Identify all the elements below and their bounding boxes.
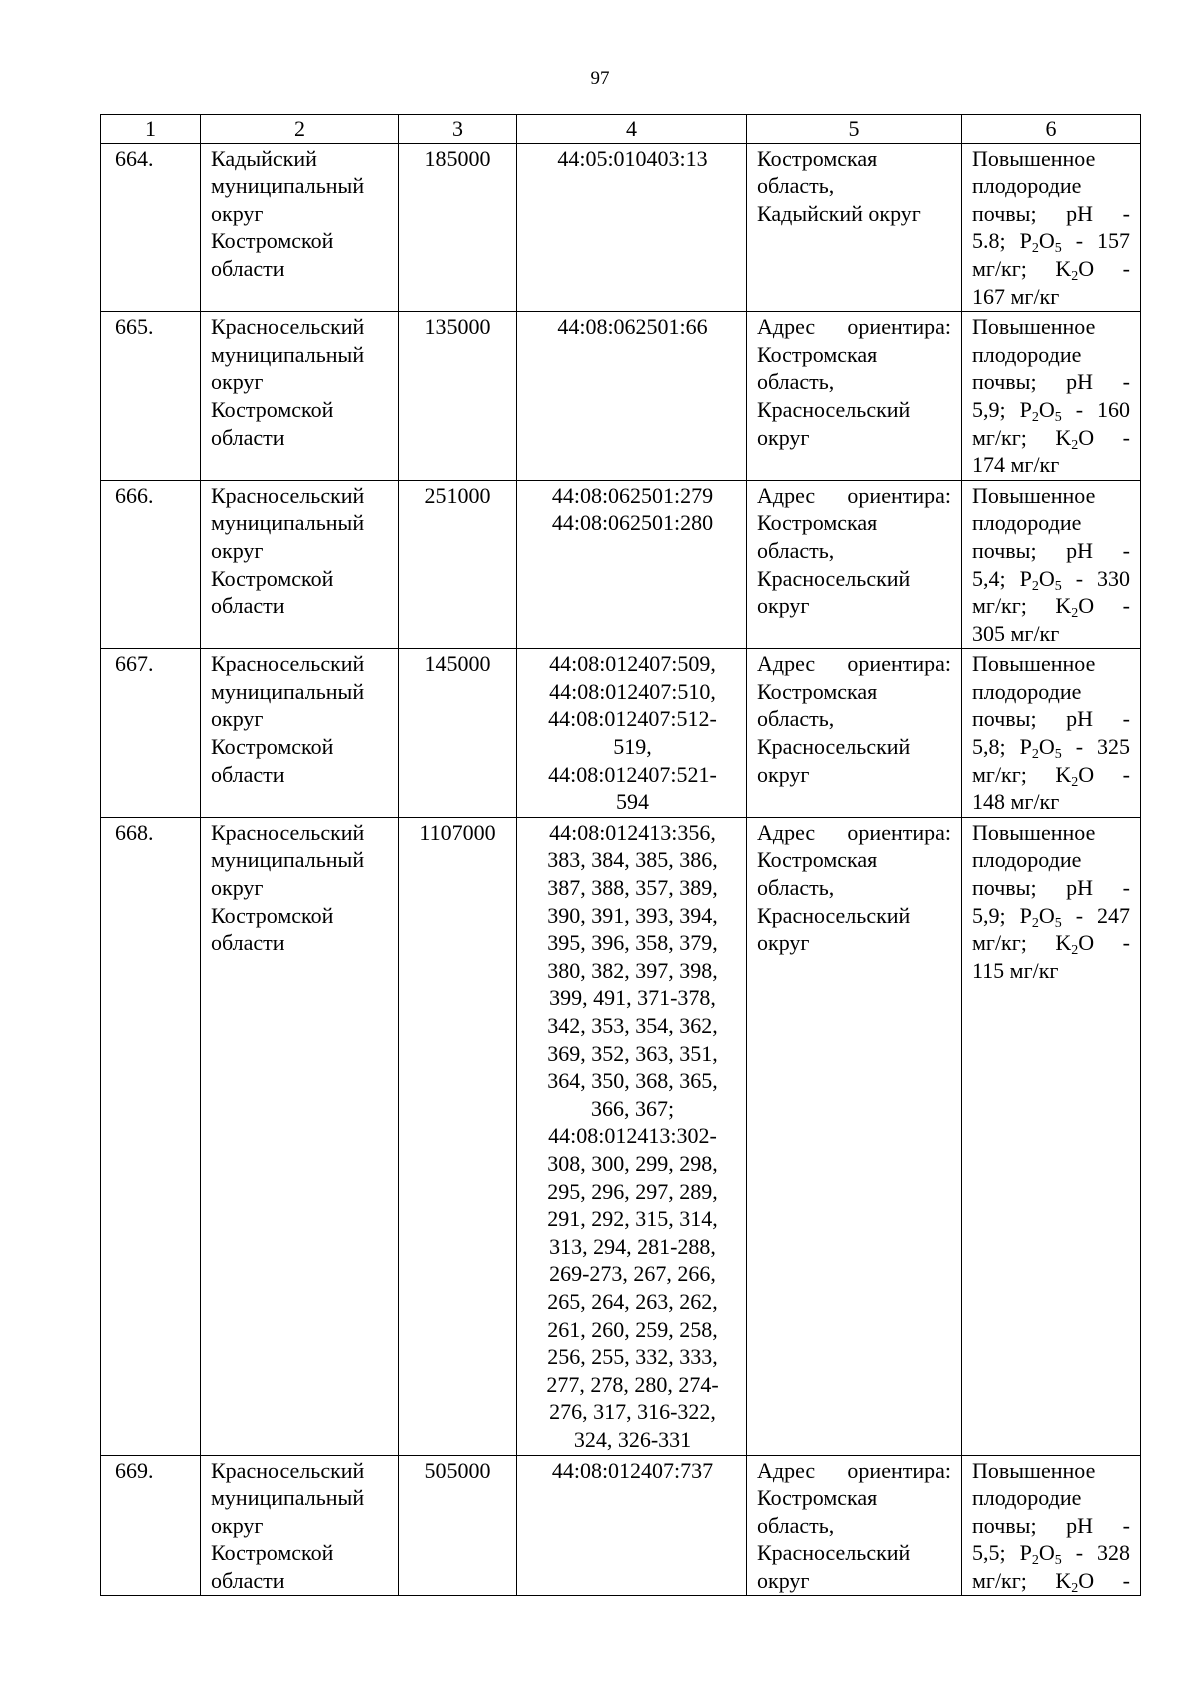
unit: мг/кг; [972,930,1027,956]
table-row [101,1455,1141,1596]
note-line: Повышенное [972,314,1096,340]
note-line [972,396,1130,424]
column-number: 4 [517,115,747,144]
ph-value: 5,9; [972,396,1006,422]
unit: мг/кг; [972,1567,1027,1593]
dash: - [1122,255,1130,281]
cadastral-line: 44:08:012413:302- [548,1123,717,1149]
table-row [101,480,1141,649]
dash: - [1122,706,1130,732]
area-cell: 135000 [399,312,517,481]
formula-sub: 5 [1054,409,1062,425]
formula-sub: 5 [1054,915,1062,931]
municipality-line: округ [211,875,264,901]
address-cell [747,817,962,1455]
cadastral-line: 44:08:062501:279 [551,482,714,508]
table-row [101,649,1141,818]
area-cell: 145000 [399,649,517,818]
address-cell [747,143,962,312]
formula-part: O [1038,902,1055,928]
address-line: Адрес ориентира: [757,482,951,508]
dash: - [1122,1512,1130,1538]
address-line: Кадыйский округ [757,200,921,226]
p2o5-value: 325 [1097,734,1130,760]
area-cell: 505000 [399,1455,517,1596]
cadastral-line: 324, 326-331 [573,1426,692,1452]
municipality-line: области [211,593,285,619]
formula-part: O [1038,1540,1055,1566]
formula-part: O [1078,255,1095,281]
formula-part: O [1078,593,1095,619]
municipality-line: области [211,424,285,450]
formula-sub: 5 [1054,747,1062,763]
note-text: почвы; [972,706,1037,732]
k2o-formula [1055,761,1095,790]
municipality-line: округ [211,706,264,732]
p2o5-formula [1019,734,1062,763]
ph-label: pH [1066,1512,1094,1538]
note-line [972,761,1130,789]
address-line: Адрес ориентира: [757,1457,951,1483]
cadastral-line: 276, 317, 316-322, [549,1399,716,1425]
formula-sub: 2 [1031,241,1039,257]
municipality-line: округ [211,200,264,226]
note-line: плодородие [972,510,1082,536]
formula-part: K [1055,593,1072,619]
municipality-line: муниципальный [211,1485,365,1511]
note-line [972,874,1130,902]
row-number: 664. [101,143,201,312]
formula-part: K [1055,1567,1072,1593]
cadastral-cell [517,1455,747,1596]
address-line: Красносельский [757,396,911,422]
row-number: 666. [101,480,201,649]
note-text: почвы; [972,200,1037,226]
municipality-line: Красносельский [211,819,365,845]
note-line [972,592,1130,620]
row-number: 669. [101,1455,201,1596]
note-line [972,200,1130,228]
cadastral-line: 308, 300, 299, 298, [547,1150,718,1176]
address-line: Костромская [757,145,878,171]
cadastral-line: 44:08:062501:280 [551,510,714,536]
land-plots-table [100,114,1141,1596]
cadastral-line: 261, 260, 259, 258, [547,1316,718,1342]
municipality-line: области [211,1567,285,1593]
p2o5-value: 328 [1097,1540,1130,1566]
note-text: почвы; [972,369,1037,395]
municipality-line: области [211,255,285,281]
formula-part: K [1055,761,1072,787]
note-line: плодородие [972,1485,1082,1511]
cadastral-line: 44:08:012407:510, [549,678,716,704]
k2o-value: 305 мг/кг [972,620,1060,646]
municipality-line: Красносельский [211,1457,365,1483]
dash: - [1122,1567,1130,1593]
formula-part: O [1078,424,1095,450]
municipality-line: Костромской [211,734,334,760]
ph-value: 5,8; [972,734,1006,760]
formula-sub: 2 [1031,1553,1039,1569]
page-number: 97 [590,68,610,89]
address-line: Красносельский [757,565,911,591]
note-line [972,902,1130,930]
cadastral-line: 395, 396, 358, 379, [547,930,718,956]
address-line: область, [757,537,835,563]
formula-part: P [1019,565,1032,591]
address-line: область, [757,369,835,395]
note-line [972,1539,1130,1567]
k2o-value: 148 мг/кг [972,789,1060,815]
dash: - [1075,565,1084,591]
municipality-cell [201,143,399,312]
soil-note-cell [962,1455,1141,1596]
note-line [972,733,1130,761]
ph-label: pH [1066,369,1094,395]
cadastral-line: 342, 353, 354, 362, [547,1013,718,1038]
formula-sub: 2 [1071,1580,1079,1596]
address-line: округ [757,424,810,450]
cadastral-line: 383, 384, 385, 386, [547,847,718,873]
ph-label: pH [1066,706,1094,732]
formula-sub: 2 [1071,774,1079,790]
municipality-line: области [211,761,285,787]
column-number: 1 [101,115,201,144]
formula-sub: 5 [1054,1553,1062,1569]
p2o5-formula [1019,228,1062,257]
row-number: 667. [101,649,201,818]
table-row [101,143,1141,312]
dash: - [1075,902,1084,928]
municipality-line: Костромской [211,228,334,254]
formula-part: P [1019,228,1032,254]
cadastral-line: 387, 388, 357, 389, [547,875,718,901]
cadastral-line: 277, 278, 280, 274- [546,1371,719,1397]
dash: - [1075,228,1084,254]
dash: - [1122,369,1130,395]
k2o-formula [1055,424,1095,453]
table-row [101,312,1141,481]
address-line: Костромская [757,847,878,873]
municipality-line: Костромской [211,396,334,422]
cadastral-line: 366, 367; [590,1095,675,1121]
municipality-line: округ [211,537,264,563]
soil-note-cell [962,649,1141,818]
note-line [972,368,1130,396]
municipality-cell [201,312,399,481]
formula-part: O [1078,1567,1095,1593]
address-cell [747,1455,962,1596]
municipality-cell [201,649,399,818]
address-line: область, [757,1512,835,1538]
note-text: почвы; [972,537,1037,563]
soil-note-cell [962,143,1141,312]
dash: - [1122,875,1130,901]
note-line: плодородие [972,341,1082,367]
ph-label: pH [1066,200,1094,226]
note-text: почвы; [972,1512,1037,1538]
municipality-line: муниципальный [211,847,365,873]
dash: - [1122,761,1130,787]
formula-sub: 2 [1071,268,1079,284]
dash: - [1122,593,1130,619]
address-line: Адрес ориентира: [757,819,951,845]
column-number-row [101,115,1141,144]
cadastral-line: 364, 350, 368, 365, [547,1068,718,1094]
note-line [972,255,1130,283]
formula-part: O [1078,761,1095,787]
cadastral-line: 44:08:012407:737 [551,1457,714,1483]
note-line [972,227,1130,255]
municipality-line: Красносельский [211,651,365,677]
note-line [972,929,1130,957]
note-line: Повышенное [972,651,1096,677]
municipality-line: Костромской [211,565,334,591]
unit: мг/кг; [972,593,1027,619]
address-line: область, [757,173,835,199]
cadastral-line: 594 [616,789,649,815]
ph-value: 5,9; [972,902,1006,928]
cadastral-line: 380, 382, 397, 398, [547,957,718,983]
dash: - [1122,200,1130,226]
municipality-line: округ [211,1512,264,1538]
soil-note-cell [962,312,1141,481]
note-line [972,705,1130,733]
formula-sub: 5 [1054,578,1062,594]
note-line [972,565,1130,593]
address-line: Костромская [757,678,878,704]
cadastral-line: 44:08:012407:521- [548,761,717,787]
note-line: плодородие [972,847,1082,873]
dash: - [1075,1540,1084,1566]
cadastral-line: 313, 294, 281-288, [549,1233,716,1259]
address-line: Красносельский [757,1540,911,1566]
formula-sub: 2 [1071,943,1079,959]
cadastral-line: 44:08:062501:66 [557,314,708,340]
municipality-line: Костромской [211,902,334,928]
address-line: область, [757,706,835,732]
note-line [972,424,1130,452]
table-row [101,817,1141,1455]
municipality-cell [201,1455,399,1596]
p2o5-formula [1019,396,1062,425]
area-cell: 185000 [399,143,517,312]
municipality-cell [201,480,399,649]
municipality-line: муниципальный [211,510,365,536]
note-line: плодородие [972,678,1082,704]
municipality-line: муниципальный [211,173,365,199]
unit: мг/кг; [972,424,1027,450]
ph-value: 5,5; [972,1540,1006,1566]
area-cell: 1107000 [399,817,517,1455]
address-line: Костромская [757,341,878,367]
dash: - [1122,424,1130,450]
formula-part: O [1038,565,1055,591]
ph-label: pH [1066,875,1094,901]
dash: - [1075,734,1084,760]
table-body [101,115,1141,1596]
municipality-line: Красносельский [211,314,365,340]
municipality-line: Костромской [211,1540,334,1566]
formula-part: P [1019,734,1032,760]
dash: - [1122,930,1130,956]
p2o5-formula [1019,902,1062,931]
municipality-line: Красносельский [211,482,365,508]
cadastral-cell [517,649,747,818]
formula-part: K [1055,424,1072,450]
p2o5-formula [1019,565,1062,594]
p2o5-value: 157 [1097,228,1130,254]
formula-part: O [1038,228,1055,254]
column-number: 5 [747,115,962,144]
address-line: Красносельский [757,734,911,760]
column-number: 3 [399,115,517,144]
address-line: округ [757,930,810,956]
row-number: 668. [101,817,201,1455]
soil-note-cell [962,480,1141,649]
cadastral-line: 44:08:012413:356, [549,819,716,845]
cadastral-line: 44:08:012407:509, [549,651,716,677]
address-cell [747,312,962,481]
formula-part: P [1019,396,1032,422]
formula-sub: 2 [1031,747,1039,763]
municipality-line: Кадыйский [211,145,317,171]
p2o5-value: 330 [1097,565,1130,591]
formula-part: O [1078,930,1095,956]
k2o-formula [1055,593,1095,622]
municipality-cell [201,817,399,1455]
note-line: Повышенное [972,819,1096,845]
note-line: Повышенное [972,482,1096,508]
dash: - [1122,537,1130,563]
formula-part: O [1038,396,1055,422]
soil-note-cell [962,817,1141,1455]
cadastral-cell [517,817,747,1455]
k2o-value: 174 мг/кг [972,452,1060,478]
cadastral-cell [517,480,747,649]
area-cell: 251000 [399,480,517,649]
cadastral-line: 291, 292, 315, 314, [547,1206,718,1232]
column-number: 6 [962,115,1141,144]
unit: мг/кг; [972,761,1027,787]
municipality-line: округ [211,369,264,395]
cadastral-line: 44:08:012407:512- [548,706,717,732]
k2o-value: 115 мг/кг [972,957,1059,983]
unit: мг/кг; [972,255,1027,281]
note-line [972,537,1130,565]
p2o5-value: 247 [1097,902,1130,928]
cadastral-line: 269-273, 267, 266, [549,1261,716,1287]
column-number: 2 [201,115,399,144]
cadastral-line: 44:05:010403:13 [557,145,708,171]
k2o-formula [1055,930,1095,959]
address-cell [747,480,962,649]
address-line: Адрес ориентира: [757,314,951,340]
note-line: Повышенное [972,1457,1096,1483]
k2o-value: 167 мг/кг [972,283,1060,309]
address-line: округ [757,593,810,619]
p2o5-formula [1019,1540,1062,1569]
formula-part: P [1019,902,1032,928]
cadastral-line: 295, 296, 297, 289, [547,1178,718,1204]
formula-sub: 2 [1031,915,1039,931]
cadastral-cell [517,312,747,481]
formula-sub: 2 [1071,437,1079,453]
address-line: Адрес ориентира: [757,651,951,677]
cadastral-cell [517,143,747,312]
note-line: Повышенное [972,145,1096,171]
municipality-line: муниципальный [211,678,365,704]
municipality-line: области [211,930,285,956]
formula-part: O [1038,734,1055,760]
formula-sub: 2 [1031,578,1039,594]
dash: - [1075,396,1084,422]
address-line: область, [757,875,835,901]
ph-label: pH [1066,537,1094,563]
formula-part: K [1055,930,1072,956]
address-line: округ [757,761,810,787]
address-cell [747,649,962,818]
municipality-line: муниципальный [211,341,365,367]
address-line: Красносельский [757,902,911,928]
ph-value: 5.8; [972,228,1006,254]
note-line [972,1512,1130,1540]
k2o-formula [1055,1567,1095,1596]
formula-sub: 2 [1071,606,1079,622]
ph-value: 5,4; [972,565,1006,591]
cadastral-line: 369, 352, 363, 351, [547,1040,718,1066]
formula-sub: 5 [1054,241,1062,257]
cadastral-line: 256, 255, 332, 333, [547,1344,718,1370]
address-line: Костромская [757,510,878,536]
k2o-formula [1055,255,1095,284]
cadastral-line: 519, [613,734,652,760]
note-line: плодородие [972,173,1082,199]
formula-sub: 2 [1031,409,1039,425]
formula-part: K [1055,255,1072,281]
row-number: 665. [101,312,201,481]
address-line: Костромская [757,1485,878,1511]
note-line [972,1567,1130,1595]
address-line: округ [757,1567,810,1593]
p2o5-value: 160 [1097,396,1130,422]
note-text: почвы; [972,875,1037,901]
cadastral-line: 390, 391, 393, 394, [547,902,718,928]
cadastral-line: 265, 264, 263, 262, [547,1288,718,1314]
formula-part: P [1019,1540,1032,1566]
cadastral-line: 399, 491, 371-378, [549,985,716,1011]
